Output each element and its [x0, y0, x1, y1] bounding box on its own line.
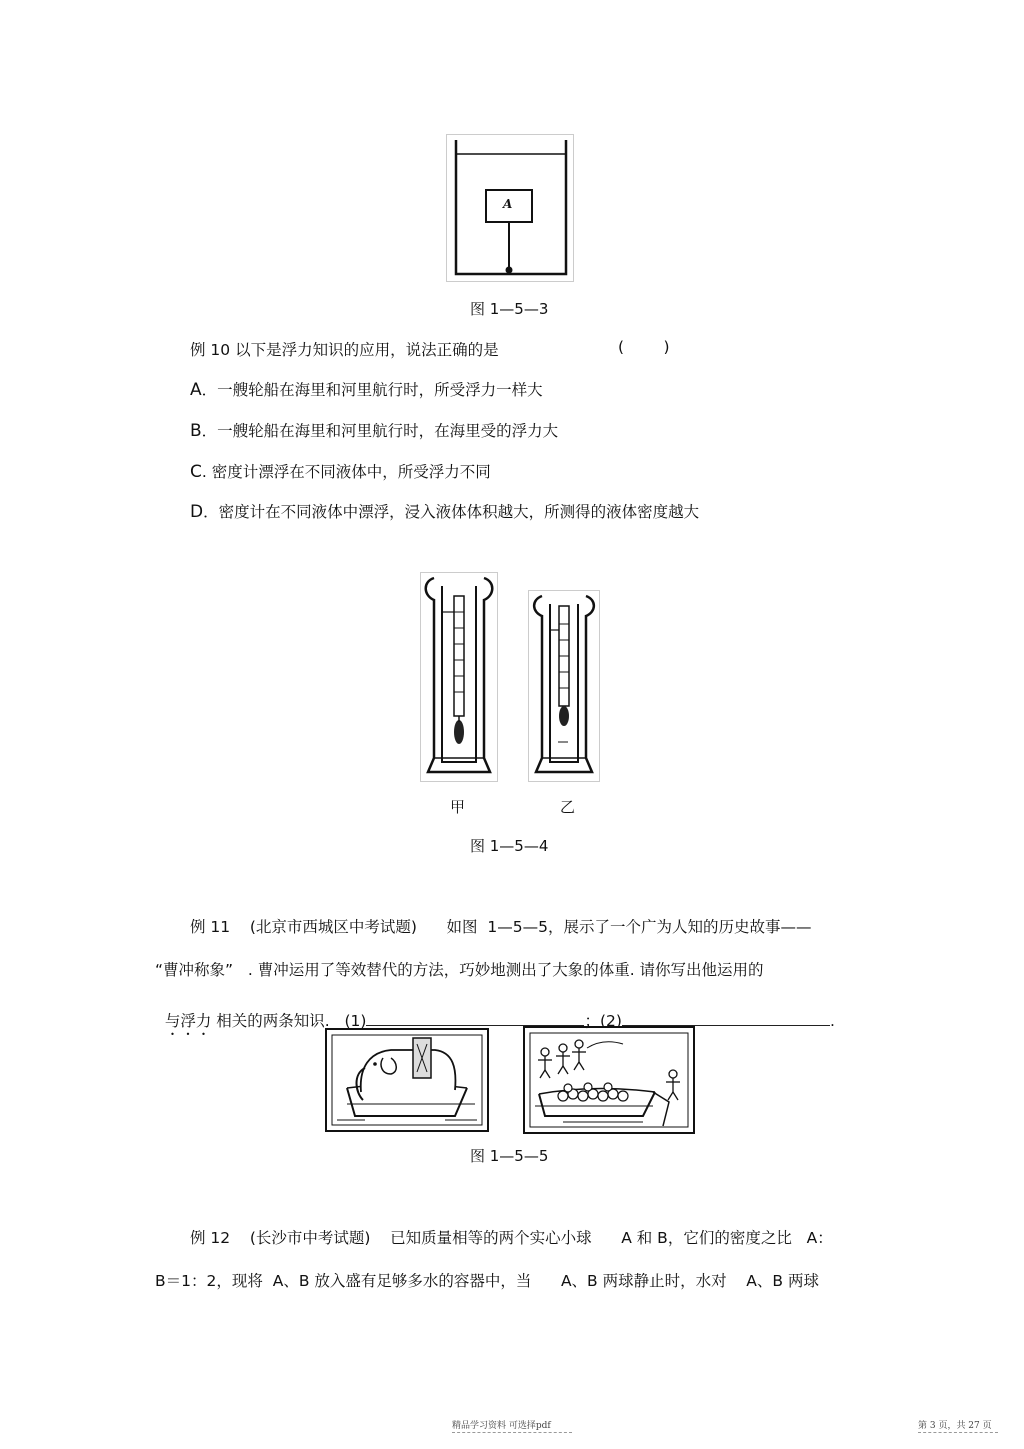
- footer-watermark: 精品学习资料 可选择pdf: [452, 1421, 551, 1431]
- figure-caption-1-5-5: 图 1—5—5: [470, 1147, 549, 1165]
- line-3-end: .: [829, 1012, 835, 1030]
- example-10-stem: 例 10 以下是浮力知识的应用，说法正确的是: [190, 341, 499, 359]
- example-12-line-1: 例 12 (长沙市中考试题) 已知质量相等的两个实心小球 A 和 B，它们的密度之比 A：: [190, 1229, 833, 1247]
- label-yi: 乙: [560, 798, 576, 816]
- option-text: ．密度计在不同液体中漂浮，浸入液体体积越大，所测得的液体密度越大: [203, 503, 700, 521]
- emphasis-text: 与浮力: [164, 1012, 212, 1030]
- option-b: [190, 419, 558, 441]
- answer-blank-1[interactable]: [366, 1011, 584, 1026]
- figure-caption-1-5-3: 图 1—5—3: [470, 300, 549, 318]
- answer-blank-2[interactable]: [622, 1011, 830, 1026]
- figure-caption-1-5-4: 图 1—5—4: [470, 837, 549, 855]
- option-d: [190, 500, 699, 522]
- stones-boat-figure: [523, 1026, 695, 1134]
- page-number: 第 3 页，共 27 页: [918, 1421, 992, 1431]
- example-11-line-3: [155, 991, 835, 1039]
- footer-divider: [452, 1432, 572, 1433]
- option-letter: B: [190, 421, 202, 441]
- example-11-line-2: “曹冲称象” . 曹冲运用了等效替代的方法，巧妙地测出了大象的体重. 请你写出他运用的: [155, 961, 764, 979]
- option-text: ．一艘轮船在海里和河里航行时，所受浮力一样大: [201, 381, 543, 399]
- example-12-line-2: B＝1：2，现将 A、B 放入盛有足够多水的容器中，当 A、B 两球静止时，水对 A、B 两球: [155, 1272, 819, 1290]
- option-letter: A: [190, 380, 202, 400]
- example-11-line-1: 例 11 (北京市西城区中考试题) 如图 1—5—5，展示了一个广为人知的历史故事——: [190, 918, 812, 936]
- hydrometer-yi-figure: [528, 590, 600, 782]
- footer-divider-right: [918, 1432, 998, 1433]
- option-c: [190, 460, 491, 482]
- option-text: ．一艘轮船在海里和河里航行时，在海里受的浮力大: [201, 422, 559, 440]
- option-a: [190, 378, 543, 400]
- answer-parentheses: ( ): [618, 338, 670, 356]
- hydrometer-jia-figure: [420, 572, 498, 782]
- line-3-separator: ；(2): [584, 1012, 622, 1030]
- option-text: . 密度计漂浮在不同液体中，所受浮力不同: [201, 463, 491, 481]
- label-jia: 甲: [450, 798, 466, 816]
- elephant-boat-figure: [325, 1028, 489, 1132]
- block-a-label: A: [503, 197, 513, 211]
- option-letter: C: [190, 462, 202, 482]
- option-letter: D: [190, 502, 204, 522]
- line-3-text: 相关的两条知识. (1): [211, 1012, 367, 1030]
